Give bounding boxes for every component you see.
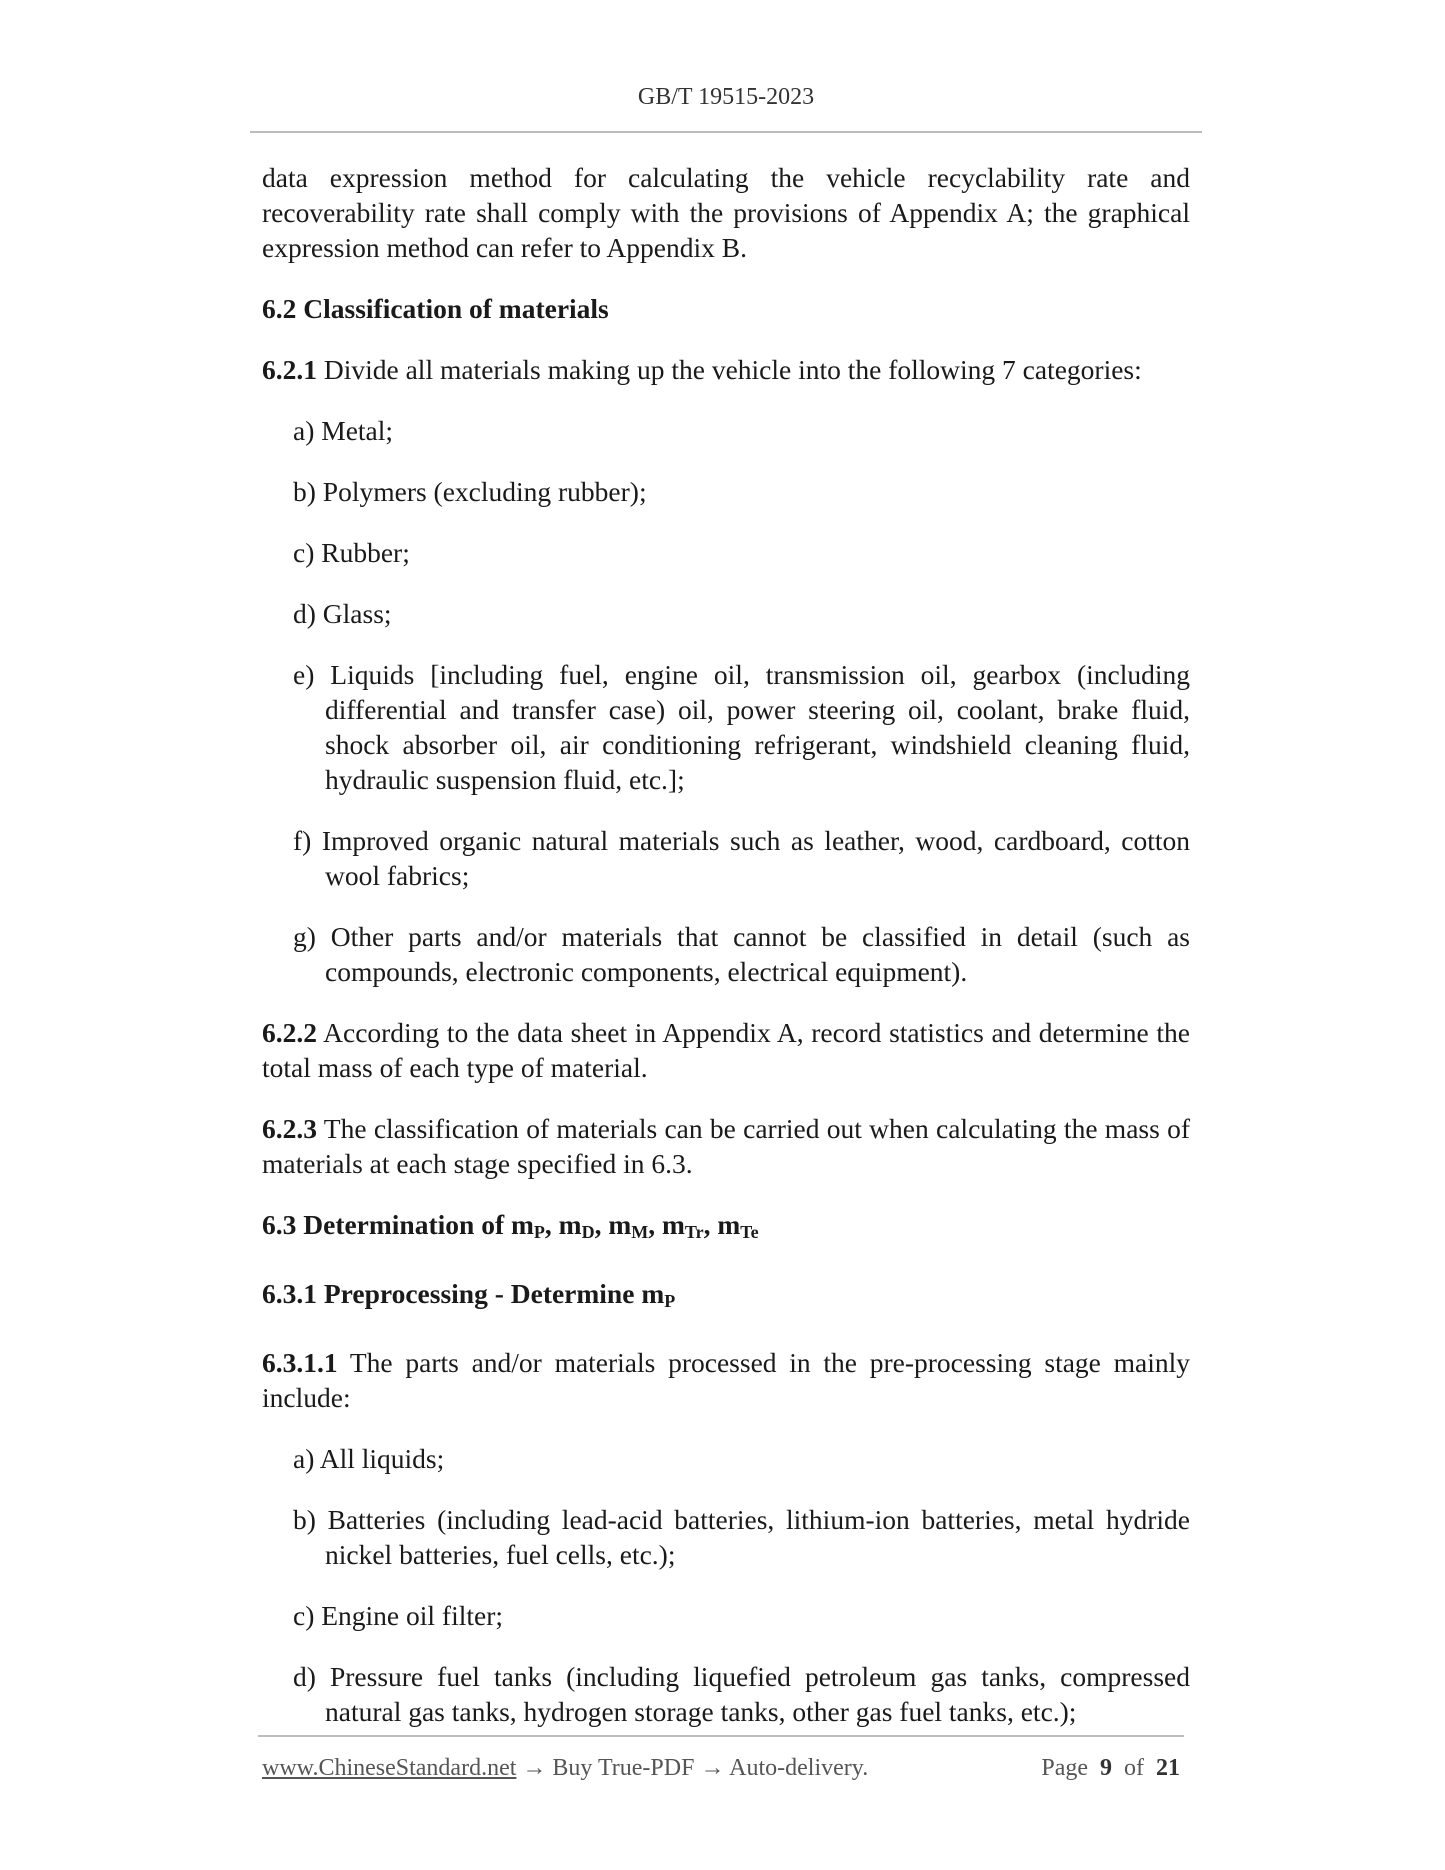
symbol-subscript: Te — [740, 1222, 759, 1242]
heading-text: 6.3 Determination of — [262, 1209, 511, 1240]
footer-left — [262, 1755, 868, 1782]
list-item: d) Glass; — [293, 598, 392, 629]
symbol-m: m — [641, 1278, 665, 1309]
delivery-text: Auto-delivery. — [729, 1755, 869, 1781]
separator: , — [648, 1209, 662, 1240]
list-item: c) Engine oil filter; — [293, 1600, 503, 1631]
list-item: f) Improved organic natural materials such as leather, wood, cardboard, cotton wool fabrics; — [293, 825, 1190, 891]
list-item: b) Polymers (excluding rubber); — [293, 476, 647, 507]
symbol-m: m — [608, 1209, 632, 1240]
arrow-icon: → — [694, 1755, 730, 1781]
list-item: e) Liquids [including fuel, engine oil, transmission oil, gearbox (including differential and transfer case) oil, power steering oil, coolant, brake fluid, shock absorber oil, air conditioning refrigerant, windshield cleaning fluid, hydraulic suspension fluid, etc.]; — [293, 659, 1190, 795]
list-item: c) Rubber; — [293, 537, 410, 568]
separator: , — [594, 1209, 609, 1240]
symbol-m: m — [510, 1209, 534, 1240]
symbol-subscript: P — [533, 1222, 545, 1242]
page-content — [262, 160, 1190, 1755]
list-item: d) Pressure fuel tanks (including liquefied petroleum gas tanks, compressed natural gas tanks, hydrogen storage tanks, other gas fuel tanks, etc.); — [293, 1661, 1190, 1727]
symbol-subscript: Tr — [684, 1222, 704, 1242]
clause-6-2-2 — [262, 1015, 1190, 1085]
symbol-m: m — [717, 1209, 741, 1240]
list-item: b) Batteries (including lead-acid batteries, lithium-ion batteries, metal hydride nickel batteries, fuel cells, etc.); — [293, 1504, 1190, 1570]
clause-number: 6.3.1.1 — [262, 1347, 338, 1378]
document-code: GB/T 19515-2023 — [637, 84, 815, 110]
buy-pdf-text: Buy True-PDF — [552, 1755, 695, 1781]
website-link[interactable]: www.ChineseStandard.net — [262, 1755, 517, 1781]
header-rule — [250, 131, 1202, 133]
list-item: g) Other parts and/or materials that cannot be classified in detail (such as compounds, electronic components, electrical equipment). — [293, 921, 1190, 987]
footer-rule — [258, 1735, 1184, 1737]
separator: , — [703, 1209, 718, 1240]
clause-6-3-1-1 — [262, 1345, 1190, 1415]
total-pages: 21 — [1156, 1755, 1180, 1781]
clause-text: According to the data sheet in Appendix A, record statistics and determine the total mass of each type of material. — [262, 1017, 1190, 1083]
clause-6-2-3 — [262, 1111, 1190, 1181]
page-label: Page — [1041, 1755, 1088, 1781]
page-number — [1041, 1755, 1180, 1782]
clause-6-2-1 — [262, 352, 1190, 387]
symbol-m: m — [558, 1209, 582, 1240]
clause-text: The classification of materials can be carried out when calculating the mass of materials at each stage specified in 6.3. — [262, 1113, 1190, 1179]
current-page: 9 — [1100, 1755, 1112, 1781]
clause-number: 6.2.3 — [262, 1113, 317, 1144]
arrow-icon: → — [516, 1755, 553, 1781]
clause-number: 6.2.1 — [262, 354, 317, 385]
intro-paragraph: data expression method for calculating the vehicle recyclability rate and recoverability rate shall comply with the provisions of Appendix A; the graphical expression method can refer to Appendix B. — [262, 162, 1190, 263]
symbol-subscript: P — [664, 1291, 676, 1311]
clause-text: The parts and/or materials processed in the pre-processing stage mainly include: — [262, 1347, 1190, 1413]
symbol-subscript: D — [581, 1222, 595, 1242]
heading-6-2: 6.2 Classification of materials — [262, 293, 609, 324]
clause-number: 6.2.2 — [262, 1017, 317, 1048]
list-item: a) Metal; — [293, 415, 394, 446]
separator: , — [544, 1209, 559, 1240]
heading-6-3-1 — [262, 1276, 1190, 1319]
list-item: a) All liquids; — [293, 1443, 445, 1474]
symbol-subscript: M — [631, 1222, 649, 1242]
symbol-m: m — [662, 1209, 685, 1240]
heading-6-3 — [262, 1207, 1190, 1250]
clause-text: Divide all materials making up the vehicle into the following 7 categories: — [317, 354, 1142, 385]
of-label: of — [1124, 1755, 1144, 1781]
heading-text: 6.3.1 Preprocessing - Determine — [262, 1278, 642, 1309]
page-header — [250, 84, 1202, 111]
